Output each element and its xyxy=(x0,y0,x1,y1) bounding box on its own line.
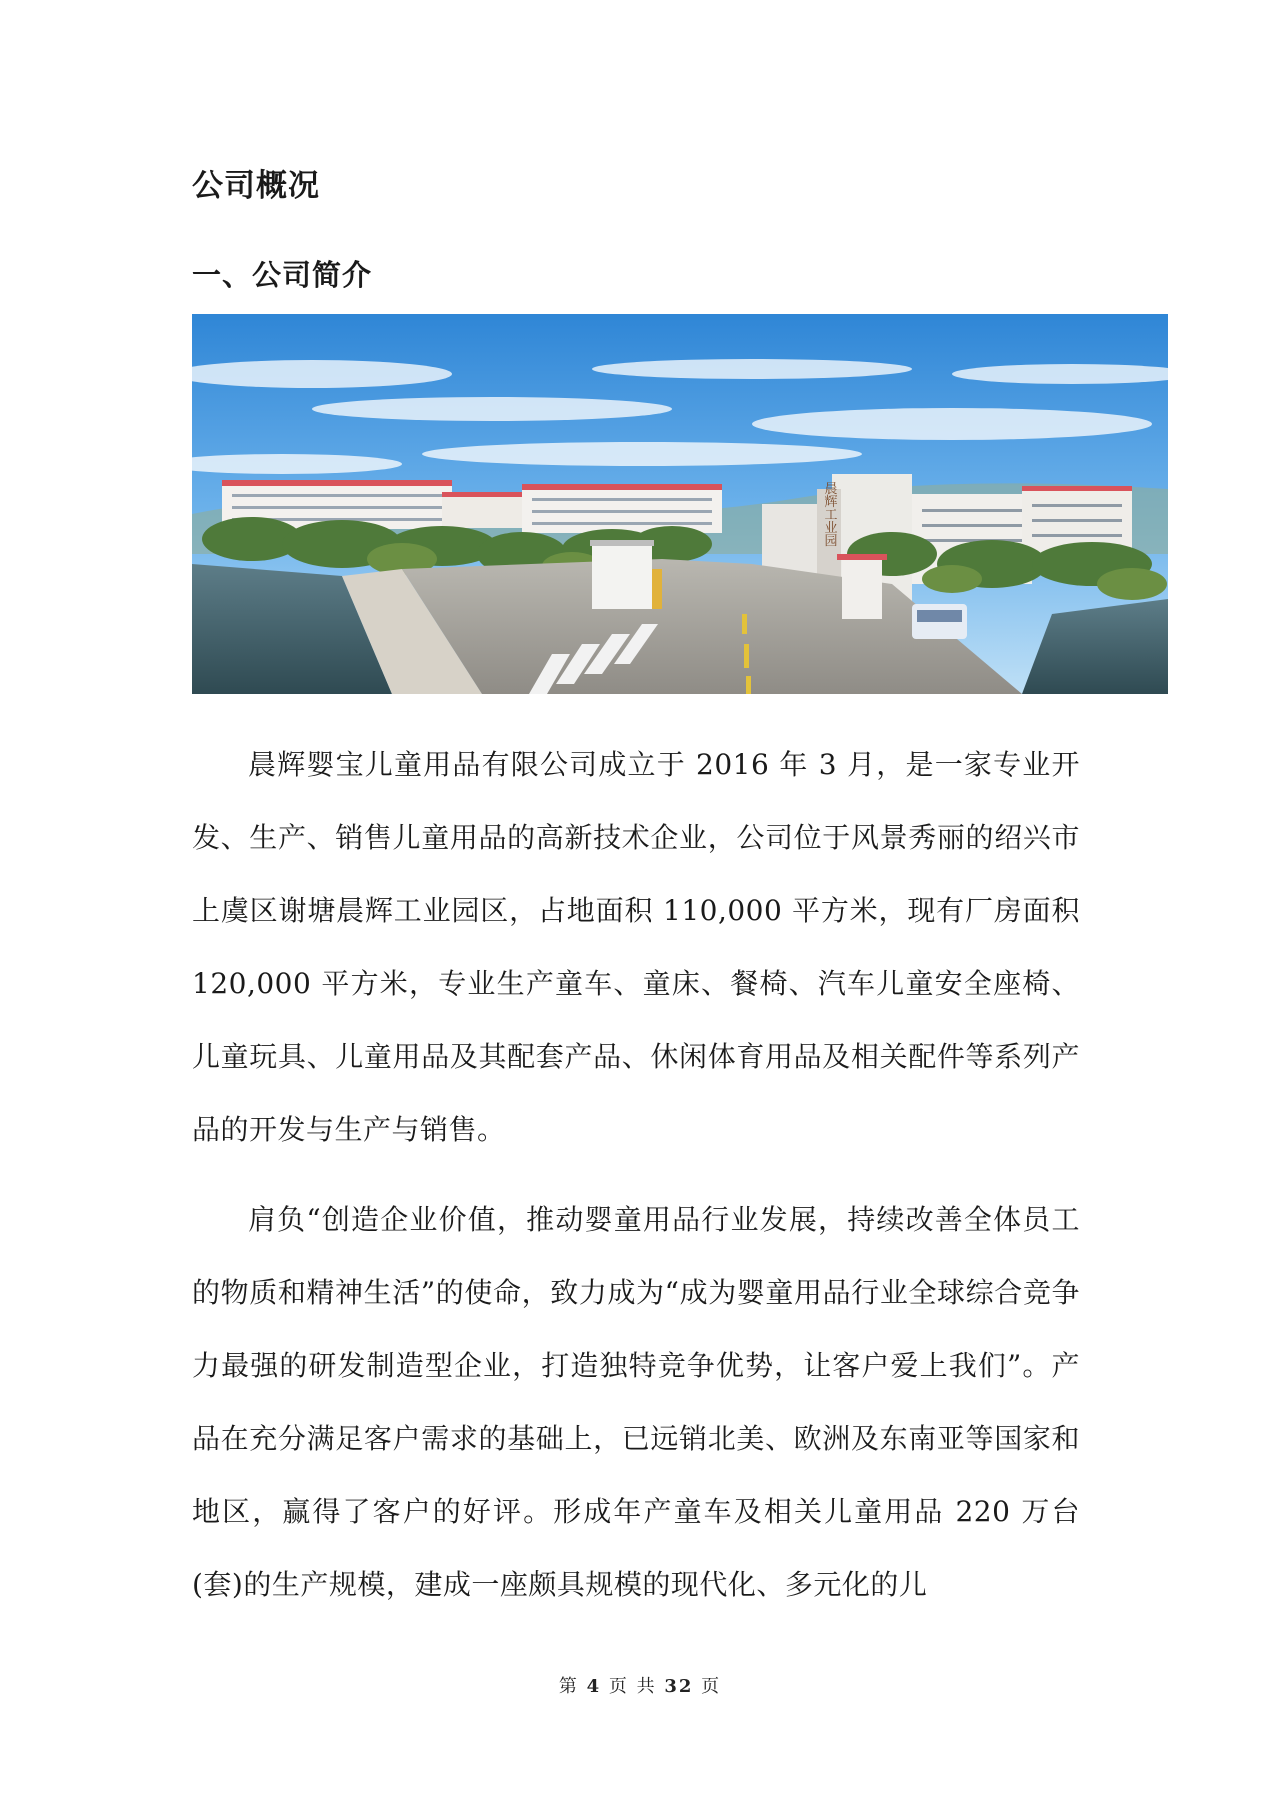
footer-prefix: 第 xyxy=(558,1676,579,1697)
footer-total-pages: 32 xyxy=(664,1676,694,1697)
section-title: 一、公司简介 xyxy=(192,258,373,292)
footer-middle: 页 共 xyxy=(608,1676,657,1697)
factory-park-photo xyxy=(192,314,1168,694)
intro-paragraph-1: 晨辉婴宝儿童用品有限公司成立于 2016 年 3 月，是一家专业开发、生产、销售儿童用品的高新技术企业，公司位于风景秀丽的绍兴市上虞区谢塘晨辉工业园区，占地面积 110,000 平方米，现有厂房面积 120,000 平方米，专业生产童车、童床、餐椅、汽车儿童安全座椅、儿童玩具、儿童用品及其配套产品、休闲体育用品及相关配件等系列产品的开发与生产与销售。 xyxy=(192,748,1080,1146)
page-heading: 公司概况 xyxy=(192,168,320,204)
footer-suffix: 页 xyxy=(701,1676,722,1697)
intro-paragraph-2: 肩负“创造企业价值，推动婴童用品行业发展，持续改善全体员工的物质和精神生活”的使命，致力成为“成为婴童用品行业全球综合竞争力最强的研发制造型企业，打造独特竞争优势，让客户爱上我们”。产品在充分满足客户需求的基础上，已远销北美、欧洲及东南亚等国家和地区，赢得了客户的好评。形成年产童车及相关儿童用品 220 万台(套)的生产规模，建成一座颇具规模的现代化、多元化的儿 xyxy=(192,1203,1080,1601)
footer-current-page: 4 xyxy=(586,1676,602,1697)
sign-text: 晨辉工业园 xyxy=(821,481,837,547)
page-footer xyxy=(0,1672,1280,1698)
